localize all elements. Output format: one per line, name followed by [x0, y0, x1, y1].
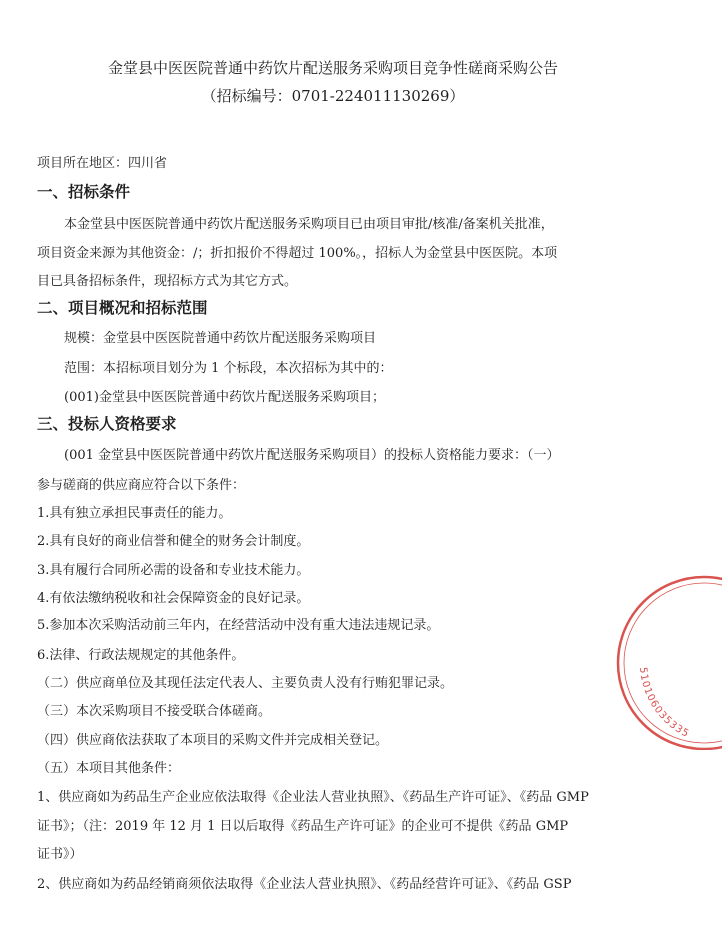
list-item: （三）本次采购项目不接受联合体磋商。 [37, 704, 272, 719]
list-item: 2、供应商如为药品经销商须依法取得《企业法人营业执照》、《药品经营许可证》、《药品 GSP [37, 877, 572, 892]
paragraph-line: 项目资金来源为其他资金：/；折扣报价不得超过 100%。，招标人为金堂县中医医院。本项 [37, 246, 558, 261]
list-item: （二）供应商单位及其现任法定代表人、主要负责人没有行贿犯罪记录。 [37, 676, 454, 691]
section-heading-bidder-qualifications: 三、投标人资格要求 [37, 415, 177, 433]
seal-number: 510106035335 [637, 666, 692, 741]
svg-text:510106035335 [637, 667, 691, 741]
paragraph-line: 参与磋商的供应商应符合以下条件： [37, 478, 246, 493]
section-heading-project-overview: 二、项目概况和招标范围 [37, 299, 208, 317]
bid-number: （招标编号：0701-224011130269） [201, 87, 465, 105]
list-item: 2.具有良好的商业信誉和健全的财务会计制度。 [37, 534, 310, 549]
paragraph-line: (001 金堂县中医医院普通中药饮片配送服务采购项目）的投标人资格能力要求：（一） [64, 448, 560, 463]
list-item: （四）供应商依法获取了本项目的采购文件并完成相关登记。 [37, 733, 389, 748]
paragraph-line: (001)金堂县中医医院普通中药饮片配送服务采购项目； [64, 390, 385, 405]
list-item: （五）本项目其他条件： [37, 761, 181, 776]
document-title: 金堂县中医医院普通中药饮片配送服务采购项目竞争性磋商采购公告 [107, 59, 558, 77]
list-item: 5.参加本次采购活动前三年内，在经营活动中没有重大违法违规记录。 [37, 618, 440, 633]
section-heading-bid-conditions: 一、招标条件 [37, 183, 131, 201]
official-seal-stamp [612, 575, 722, 750]
paragraph-line: 本金堂县中医医院普通中药饮片配送服务采购项目已由项目审批/核准/备案机关批准， [64, 217, 554, 232]
project-region: 项目所在地区：四川省 [37, 156, 168, 171]
list-item: 3.具有履行合同所必需的设备和专业技术能力。 [37, 563, 310, 578]
list-item: 4.有依法缴纳税收和社会保障资金的良好记录。 [37, 591, 310, 606]
list-item: 1、供应商如为药品生产企业应依法取得《企业法人营业执照》、《药品生产许可证》、《药品 GMP [37, 790, 589, 805]
paragraph-line: 范围：本招标项目划分为 1 个标段，本次招标为其中的： [64, 361, 393, 376]
list-item: 6.法律、行政法规规定的其他条件。 [37, 648, 245, 663]
paragraph-line: 目已具备招标条件，现招标方式为其它方式。 [37, 274, 298, 289]
paragraph-line: 证书》；（注：2019 年 12 月 1 日以后取得《药品生产许可证》的企业可不提供《药品 GMP [37, 819, 569, 834]
list-item: 1.具有独立承担民事责任的能力。 [37, 506, 232, 521]
paragraph-line: 证书》） [37, 847, 83, 862]
paragraph-line: 规模：金堂县中医医院普通中药饮片配送服务采购项目 [64, 331, 377, 346]
